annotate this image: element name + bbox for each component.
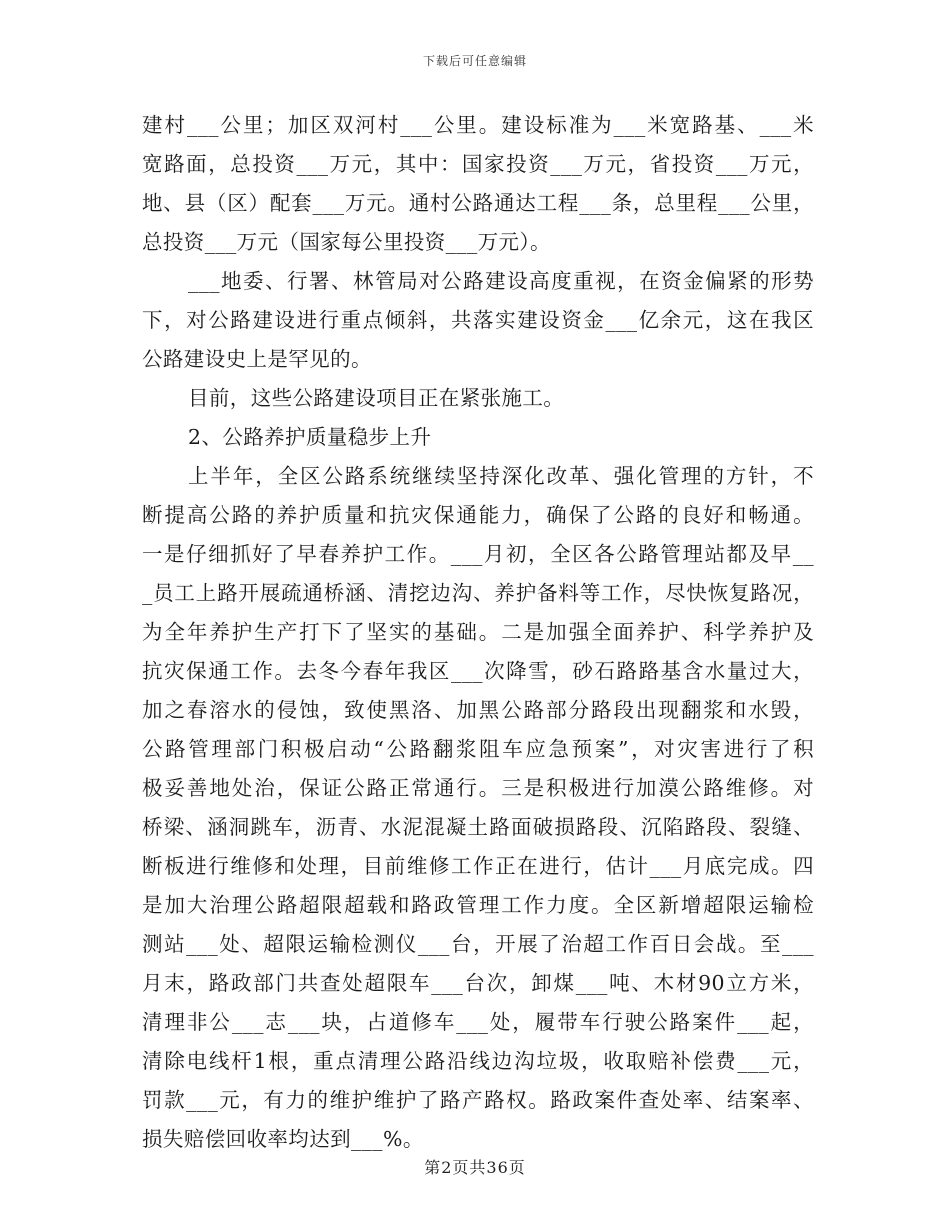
page-header: 下载后可任意编辑 <box>422 54 527 68</box>
text-line: 断板进行维修和处理，目前维修工作正在进行，估计___月底完成。四 <box>142 854 814 878</box>
text-line: 清除电线杆1根，重点清理公路沿线边沟垃圾，收取赔补偿费___元， <box>142 1049 814 1073</box>
text-line: 损失赔偿回收率均达到___%。 <box>142 1127 424 1151</box>
paragraph <box>142 106 814 262</box>
document-body <box>142 106 814 1159</box>
text-line: 加之春溶水的侵蚀，致使黑洛、加黑公路部分路段出现翻浆和水毁， <box>142 698 814 722</box>
text-line: 上半年，全区公路系统继续坚持深化改革、强化管理的方针，不 <box>188 464 814 488</box>
text-line: 2、公路养护质量稳步上升 <box>188 425 432 449</box>
text-line: 测站___处、超限运输检测仪___台，开展了治超工作百日会战。至___ <box>142 932 814 956</box>
text-line: 断提高公路的养护质量和抗灾保通能力，确保了公路的良好和畅通。 <box>142 503 814 527</box>
text-line: 一是仔细抓好了早春养护工作。___月初，全区各公路管理站都及早__ <box>142 542 814 566</box>
text-line: 公路建设史上是罕见的。 <box>142 347 372 371</box>
text-line: 桥梁、涵洞跳车，沥青、水泥混凝土路面破损路段、沉陷路段、裂缝、 <box>142 815 814 839</box>
text-line: 目前，这些公路建设项目正在紧张施工。 <box>188 386 565 410</box>
text-line: 是加大治理公路超限超载和路政管理工作力度。全区新增超限运输检 <box>142 893 814 917</box>
paragraph <box>142 457 814 1159</box>
text-line: ___地委、行署、林管局对公路建设高度重视，在资金偏紧的形势 <box>188 269 814 293</box>
text-line: 地、县（区）配套___万元。通村公路通达工程___条，总里程___公里， <box>142 191 814 215</box>
text-line: 月末，路政部门共查处超限车___台次，卸煤___吨、木材90立方米， <box>142 971 814 995</box>
text-line: 建村___公里；加区双河村___公里。建设标准为___米宽路基、___米 <box>142 113 814 137</box>
text-line: 抗灾保通工作。去冬今春年我区___次降雪，砂石路路基含水量过大， <box>142 659 814 683</box>
text-line: 为全年养护生产打下了坚实的基础。二是加强全面养护、科学养护及 <box>142 620 814 644</box>
section-heading <box>142 418 814 457</box>
text-line: _员工上路开展疏通桥涵、清挖边沟、养护备料等工作，尽快恢复路况， <box>142 581 814 605</box>
text-line: 下，对公路建设进行重点倾斜，共落实建设资金___亿余元，这在我区 <box>142 308 814 332</box>
text-line: 清理非公___志___块，占道修车___处，履带车行驶公路案件___起， <box>142 1010 814 1034</box>
page-footer: 第2页共36页 <box>424 1158 526 1177</box>
text-line: 罚款___元，有力的维护维护了路产路权。路政案件查处率、结案率、 <box>142 1088 814 1112</box>
text-line: 宽路面，总投资___万元，其中：国家投资___万元，省投资___万元， <box>142 152 814 176</box>
text-line: 总投资___万元（国家每公里投资___万元）。 <box>142 230 551 254</box>
text-line: 公路管理部门积极启动“公路翻浆阻车应急预案”，对灾害进行了积 <box>142 737 814 761</box>
paragraph <box>142 379 814 418</box>
text-line: 极妥善地处治，保证公路正常通行。三是积极进行加漠公路维修。对 <box>142 776 814 800</box>
paragraph <box>142 262 814 379</box>
